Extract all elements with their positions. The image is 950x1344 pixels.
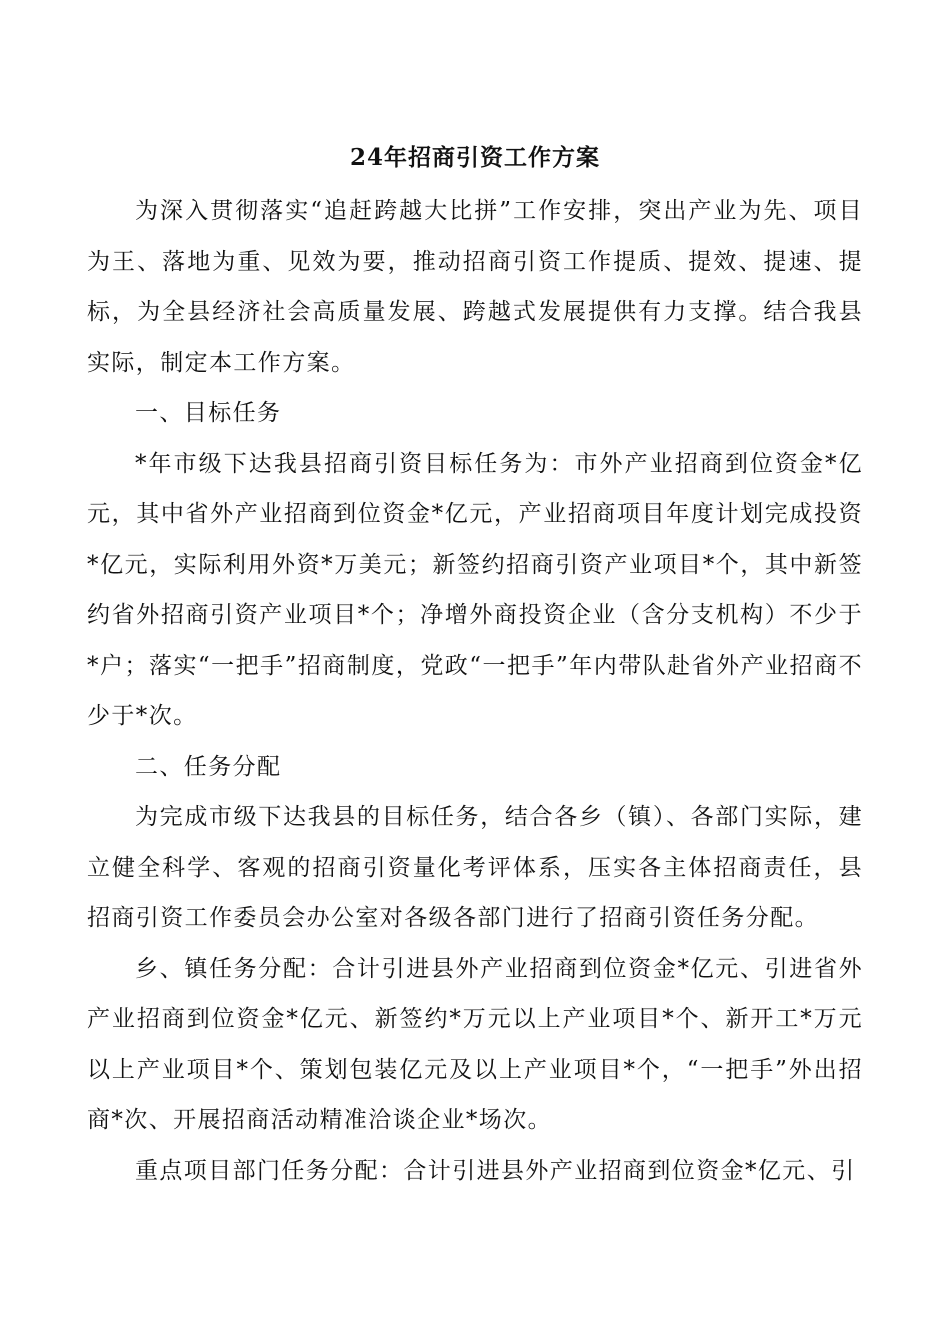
department-allocation-paragraph: 重点项目部门任务分配：合计引进县外产业招商到位资金*亿元、引 [135,1157,856,1184]
township-allocation-paragraph: 乡、镇任务分配：合计引进县外产业招商到位资金*亿元、引进省外产业招商到位资金*亿元、新签约*万元以上产业项目*个、新开工*万元以上产业项目*个、策划包装亿元及以上产业项目*个，“一把手”外出招商*次、开展招商活动精准洽谈企业*场次。 [87,955,863,1133]
intro-paragraph: 为深入贯彻落实“追赶跨越大比拼”工作安排，突出产业为先、项目为王、落地为重、见效为要，推动招商引资工作提质、提效、提速、提标，为全县经济社会高质量发展、跨越式发展提供有力支撑。结合我县实际，制定本工作方案。 [87,198,863,376]
section-heading-allocation: 二、任务分配 [135,753,282,780]
document-page [87,138,863,1196]
document-title: 24年招商引资工作方案 [349,144,600,171]
targets-paragraph: *年市级下达我县招商引资目标任务为：市外产业招商到位资金*亿元，其中省外产业招商到位资金*亿元，产业招商项目年度计划完成投资*亿元，实际利用外资*万美元；新签约招商引资产业项目*个，其中新签约省外招商引资产业项目*个；净增外商投资企业（含分支机构）不少于*户；落实“一把手”招商制度，党政“一把手”年内带队赴省外产业招商不少于*次。 [87,450,863,729]
allocation-paragraph: 为完成市级下达我县的目标任务，结合各乡（镇）、各部门实际，建立健全科学、客观的招商引资量化考评体系，压实各主体招商责任，县招商引资工作委员会办公室对各级各部门进行了招商引资任务分配。 [87,804,863,931]
section-heading-targets: 一、目标任务 [135,400,282,426]
